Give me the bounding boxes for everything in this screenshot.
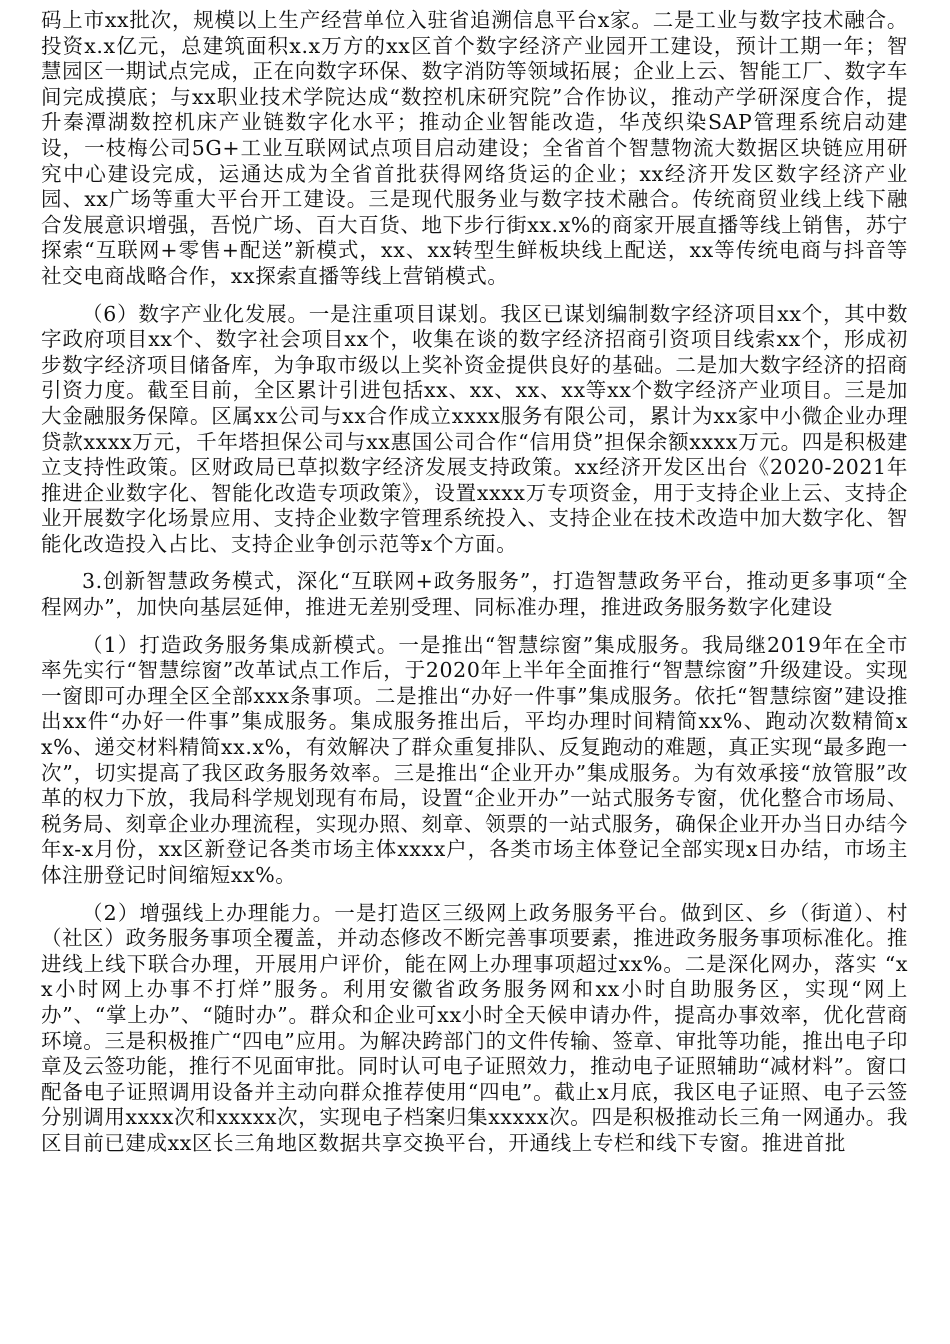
paragraph-online-services: （2）增强线上办理能力。一是打造区三级网上政务服务平台。做到区、乡（街道）、村（社区）政务服务事项全覆盖，并动态修改不断完善事项要素，推进政务服务事项标准化。推进线上线下联合办理，开展用户评价，能在网上办理事项超过xx%。二是深化网办，落实 “xx小时网上办事不打烊”服务。利用安徽省政务服务网和xx小时自助服务区，实现“网上办”、“掌上办”、“随时办”。群众和企业可xx小时全天候申请办件，提高办事效率，优化营商环境。三是积极推广“四电”应用。为解决跨部门的文件传输、签章、审批等功能，推出电子印章及云签功能，推行不见面审批。同时认可电子证照效力，推动电子证照辅助“减材料”。窗口配备电子证照调用设备并主动向群众推荐使用“四电”。截止x月底，我区电子证照、电子云签分别调用xxxx次和xxxxx次，实现电子档案归集xxxxx次。四是积极推动长三角一网通办。我区目前已建成xx区长三角地区数据共享交换平台，开通线上专栏和线下专窗。推进首批 bbox=[41, 900, 908, 1155]
section-heading-smart-government: 3.创新智慧政务模式，深化“互联网+政务服务”，打造智慧政务平台，推动更多事项“全程网办”，加快向基层延伸，推进无差别受理、同标准办理，推进政务服务数字化建设 bbox=[41, 569, 908, 620]
paragraph-digital-industrialization: （6）数字产业化发展。一是注重项目谋划。我区已谋划编制数字经济项目xx个，其中数字政府项目xx个、数字社会项目xx个，收集在谈的数字经济招商引资项目线索xx个，形成初步数字经济项目储备库，为争取市级以上奖补资金提供良好的基础。二是加大数字经济的招商引资力度。截至目前，全区累计引进包括xx、xx、xx、xx等xx个数字经济产业项目。三是加大金融服务保障。区属xx公司与xx合作成立xxxx服务有限公司，累计为xx家中小微企业办理贷款xxxx万元，千年塔担保公司与xx惠国公司合作“信用贷”担保余额xxxx万元。四是积极建立支持性政策。区财政局已草拟数字经济发展支持政策。xx经济开发区出台《2020-2021年推进企业数字化、智能化改造专项政策》，设置xxxx万专项资金，用于支持企业上云、支持企业开展数字化场景应用、支持企业数字管理系统投入、支持企业在技术改造中加大数字化、智能化改造投入占比、支持企业争创示范等x个方面。 bbox=[41, 301, 908, 556]
paragraph-integrated-services: （1）打造政务服务集成新模式。一是推出“智慧综窗”集成服务。我局继2019年在全市率先实行“智慧综窗”改革试点工作后，于2020年上半年全面推行“智慧综窗”升级建设。实现一窗即可办理全区全部xxx条事项。二是推出“办好一件事”集成服务。依托“智慧综窗”建设推出xx件“办好一件事”集成服务。集成服务推出后，平均办理时间精简xx%、跑动次数精简xx%、递交材料精简xx.x%，有效解决了群众重复排队、反复跑动的难题，真正实现“最多跑一次”，切实提高了我区政务服务效率。三是推出“企业开办”集成服务。为有效承接“放管服”改革的权力下放，我局科学规划现有布局，设置“企业开办”一站式服务专窗，优化整合市场局、税务局、刻章企业办理流程，实现办照、刻章、领票的一站式服务，确保企业开办当日办结今年x-x月份，xx区新登记各类市场主体xxxx户，各类市场主体登记全部实现x日办结，市场主体注册登记时间缩短xx%。 bbox=[41, 632, 908, 887]
paragraph-industry-digital-integration: 码上市xx批次，规模以上生产经营单位入驻省追溯信息平台x家。二是工业与数字技术融合。投资x.x亿元，总建筑面积x.x万方的xx区首个数字经济产业园开工建设，预计工期一年；智慧园区一期试点完成，正在向数字环保、数字消防等领域拓展；企业上云、智能工厂、数字车间完成摸底；与xx职业技术学院达成“数控机床研究院”合作协议，推动产学研深度合作，提升秦潭湖数控机床产业链数字化水平；推动企业智能改造，华茂织染SAP管理系统启动建设，一枝梅公司5G+工业互联网试点项目启动建设；全省首个智慧物流大数据区块链应用研究中心建设完成，运通达成为全省首批获得网络货运的企业；xx经济开发区数字经济产业园、xx广场等重大平台开工建设。三是现代服务业与数字技术融合。传统商贸业线上线下融合发展意识增强，吾悦广场、百大百货、地下步行街xx.x%的商家开展直播等线上销售，苏宁探索“互联网+零售+配送”新模式，xx、xx转型生鲜板块线上配送，xx等传统电商与抖音等社交电商战略合作，xx探索直播等线上营销模式。 bbox=[41, 8, 908, 288]
